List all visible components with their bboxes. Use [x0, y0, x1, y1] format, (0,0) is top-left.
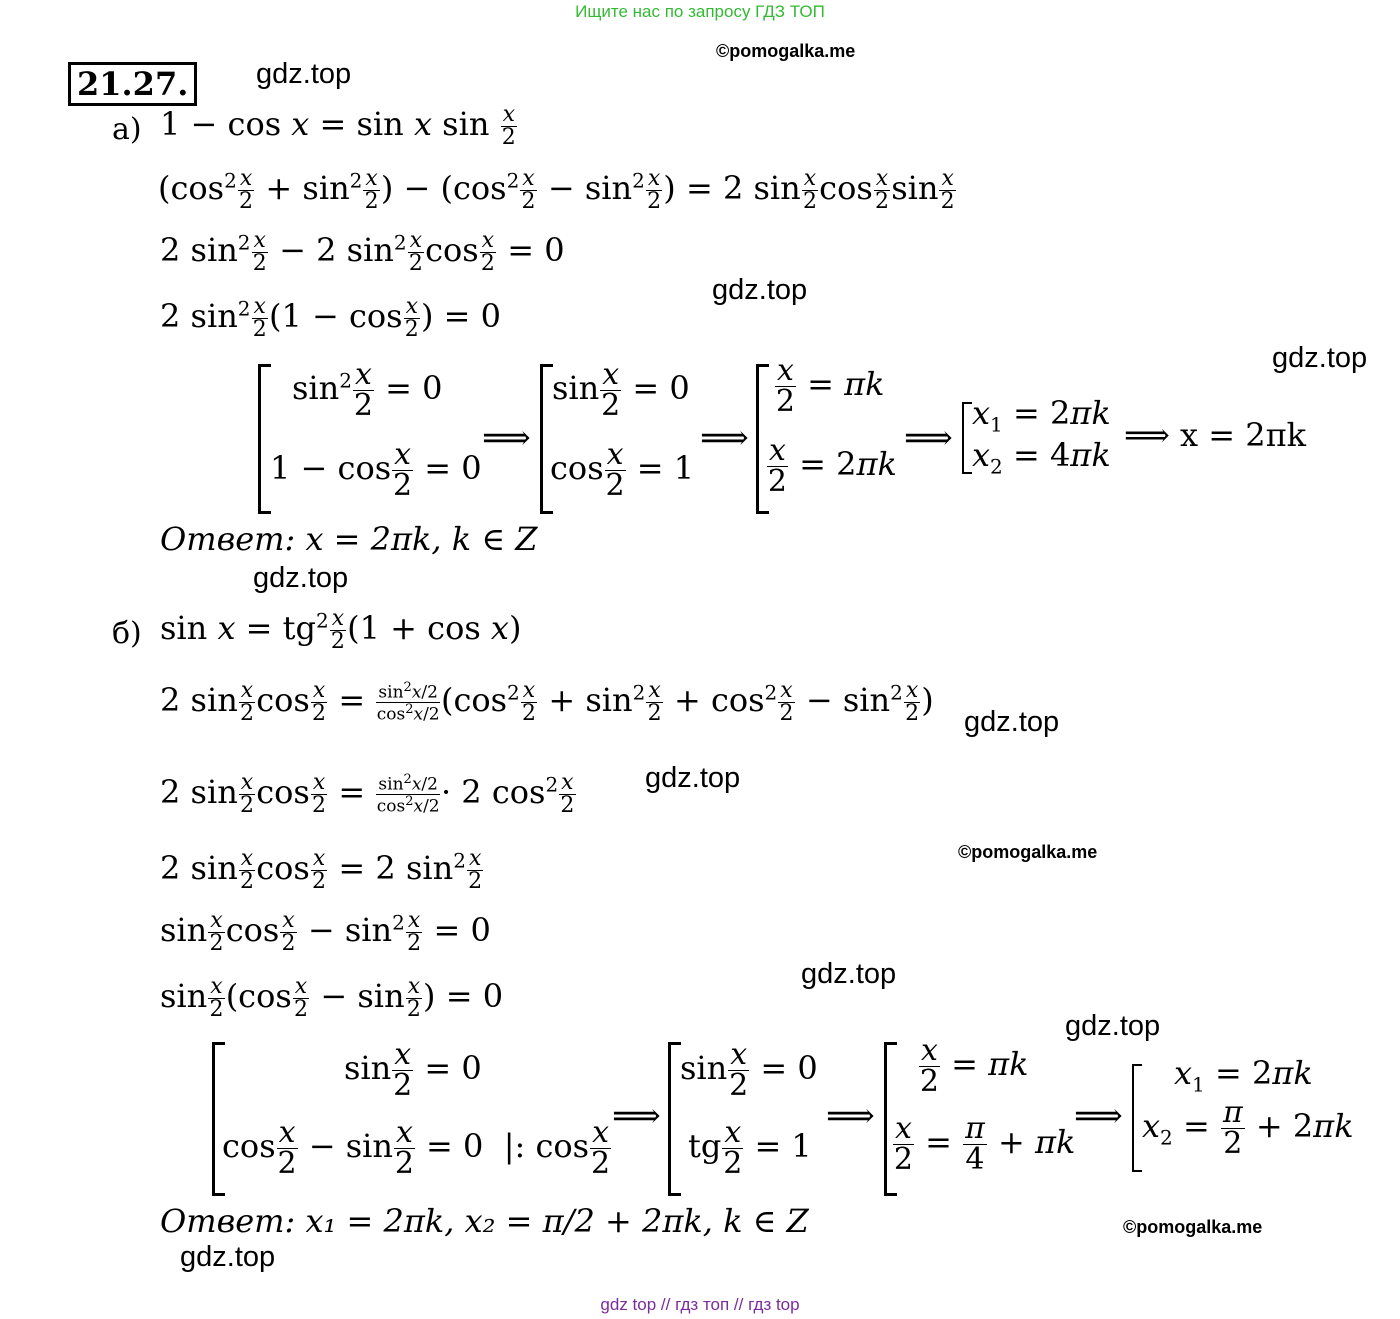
final-a: ⟹ x = 2πk [1124, 416, 1307, 454]
answer-a-text: : x = 2πk, k ∈ Z [284, 520, 538, 558]
system-b4-line1: $x_1 = 2\pi k$ [1174, 1054, 1313, 1097]
system-bracket [1132, 1064, 1142, 1172]
system-a3-line2: $\frac{x}{2}$ = 2πk [767, 433, 897, 499]
implies-arrow: ⟹ [1074, 1096, 1123, 1136]
equation-a4: 2 $\sin^2$ $\frac{x}{2}$ (1 − cos $\frac{x}{2}$ ) = 0 [160, 294, 501, 342]
equation-a2: ($\cos^2$ $\frac{x}{2}$ + $\sin^2$ $\frac{x}{2}$ ) − ($\cos^2$ $\frac{x}{2}$ − $\sin^2$ $\frac{x}{2}$ ) = 2 sin $\frac{x}{2}$ cos $\frac{x}{2}$ sin $\frac{x}{2}$ [158, 166, 955, 214]
watermark: gdz.top [253, 562, 349, 594]
equation-b1: $\sin x = tg^2$ $\frac{x}{2}$ (1 + cos x) [160, 606, 522, 654]
watermark: gdz.top [712, 274, 808, 306]
implies-arrow: ⟹ [826, 1096, 875, 1136]
answer-prefix: Ответ [160, 520, 285, 558]
system-b2-line1: sin $\frac{x}{2}$ = 0 [680, 1037, 818, 1103]
watermark: gdz.top [1065, 1010, 1161, 1042]
implies-arrow: ⟹ [482, 418, 531, 458]
part-a-label: а) [112, 112, 142, 147]
equation-b4: 2 sin $\frac{x}{2}$ cos $\frac{x}{2}$ = 2 $\sin^2$ $\frac{x}{2}$ [160, 846, 483, 894]
watermark: gdz.top [256, 58, 352, 90]
system-b3-line2: $\frac{x}{2}$ = $\frac{\pi}{4}$ + πk [893, 1111, 1076, 1177]
system-b4-line2: $x_2$ = $\frac{\pi}{2}$ + 2πk [1142, 1095, 1354, 1161]
implies-arrow: ⟹ [700, 418, 749, 458]
equation-b5: sin $\frac{x}{2}$ cos $\frac{x}{2}$ − $\sin^2$ $\frac{x}{2}$ = 0 [160, 908, 491, 956]
implies-arrow: ⟹ [904, 418, 953, 458]
watermark: gdz.top [180, 1241, 276, 1273]
watermark: gdz.top [645, 762, 741, 794]
system-a1-line2: 1 − cos $\frac{x}{2}$ = 0 [270, 437, 482, 503]
system-bracket [962, 402, 972, 474]
credit-mid: ©pomogalka.me [958, 842, 1098, 862]
credit-top: ©pomogalka.me [716, 41, 856, 61]
implies-arrow: ⟹ [612, 1096, 661, 1136]
answer-prefix: Ответ [160, 1202, 285, 1240]
watermark: gdz.top [1272, 342, 1368, 374]
system-a2-line1: sin $\frac{x}{2}$ = 0 [552, 357, 690, 423]
system-b3-line1: $\frac{x}{2}$ = πk [919, 1033, 1029, 1099]
footer-links[interactable]: gdz top // гдз топ // гдз top [600, 1295, 800, 1314]
equation-b6: sin $\frac{x}{2}$ (cos $\frac{x}{2}$ − sin $\frac{x}{2}$ ) = 0 [160, 974, 504, 1022]
equation-b2: 2 sin $\frac{x}{2}$ cos $\frac{x}{2}$ = $\frac{\sin^2x/2}{\cos^2x/2}$ ($\cos^2$ $\frac{x}{2}$ + $\sin^2$ $\frac{x}{2}$ + $\cos^2$ $\frac{x}{2}$ − $\sin^2$ $\frac{x}{2}$ ) [160, 678, 934, 726]
system-b2-line2: tg $\frac{x}{2}$ = 1 [688, 1115, 812, 1181]
system-a4-line2: $x_2 = 4\pi k$ [972, 436, 1111, 479]
credit-bottom: ©pomogalka.me [1123, 1217, 1263, 1237]
system-b1-line2: cos $\frac{x}{2}$ − sin $\frac{x}{2}$ = 0 |: cos $\frac{x}{2}$ [222, 1115, 611, 1181]
watermark: gdz.top [964, 706, 1060, 738]
part-b-label: б) [112, 616, 142, 651]
system-a3-line1: $\frac{x}{2}$ = πk [775, 353, 885, 419]
answer-b: Ответ: x₁ = 2πk, x₂ = π/2 + 2πk, k ∈ Z [160, 1202, 809, 1240]
equation-b3: 2 sin $\frac{x}{2}$ cos $\frac{x}{2}$ = $\frac{\sin^2x/2}{\cos^2x/2}$ · 2 $\cos^2$ $\frac{x}{2}$ [160, 770, 575, 818]
problem-number: 21.27. [68, 62, 197, 106]
system-b1-line1: sin $\frac{x}{2}$ = 0 [344, 1037, 482, 1103]
system-a2-line2: cos $\frac{x}{2}$ = 1 [550, 437, 695, 503]
answer-a [160, 520, 537, 558]
answer-b-text: x₁ = 2πk, x₂ = π/2 + 2πk, k ∈ Z [305, 1202, 809, 1240]
watermark: gdz.top [801, 958, 897, 990]
top-banner: Ищите нас по запросу ГДЗ ТОП [575, 2, 825, 21]
system-a1-line1: $\sin^2$ $\frac{x}{2}$ = 0 [292, 357, 443, 423]
equation-a3: 2 $\sin^2$ $\frac{x}{2}$ − 2 $\sin^2$ $\frac{x}{2}$ cos $\frac{x}{2}$ = 0 [160, 228, 565, 276]
equation-a1: 1 − cos x = sin x sin $\frac{x}{2}$ [160, 102, 516, 150]
system-a4-line1: $x_1 = 2\pi k$ [972, 394, 1111, 437]
